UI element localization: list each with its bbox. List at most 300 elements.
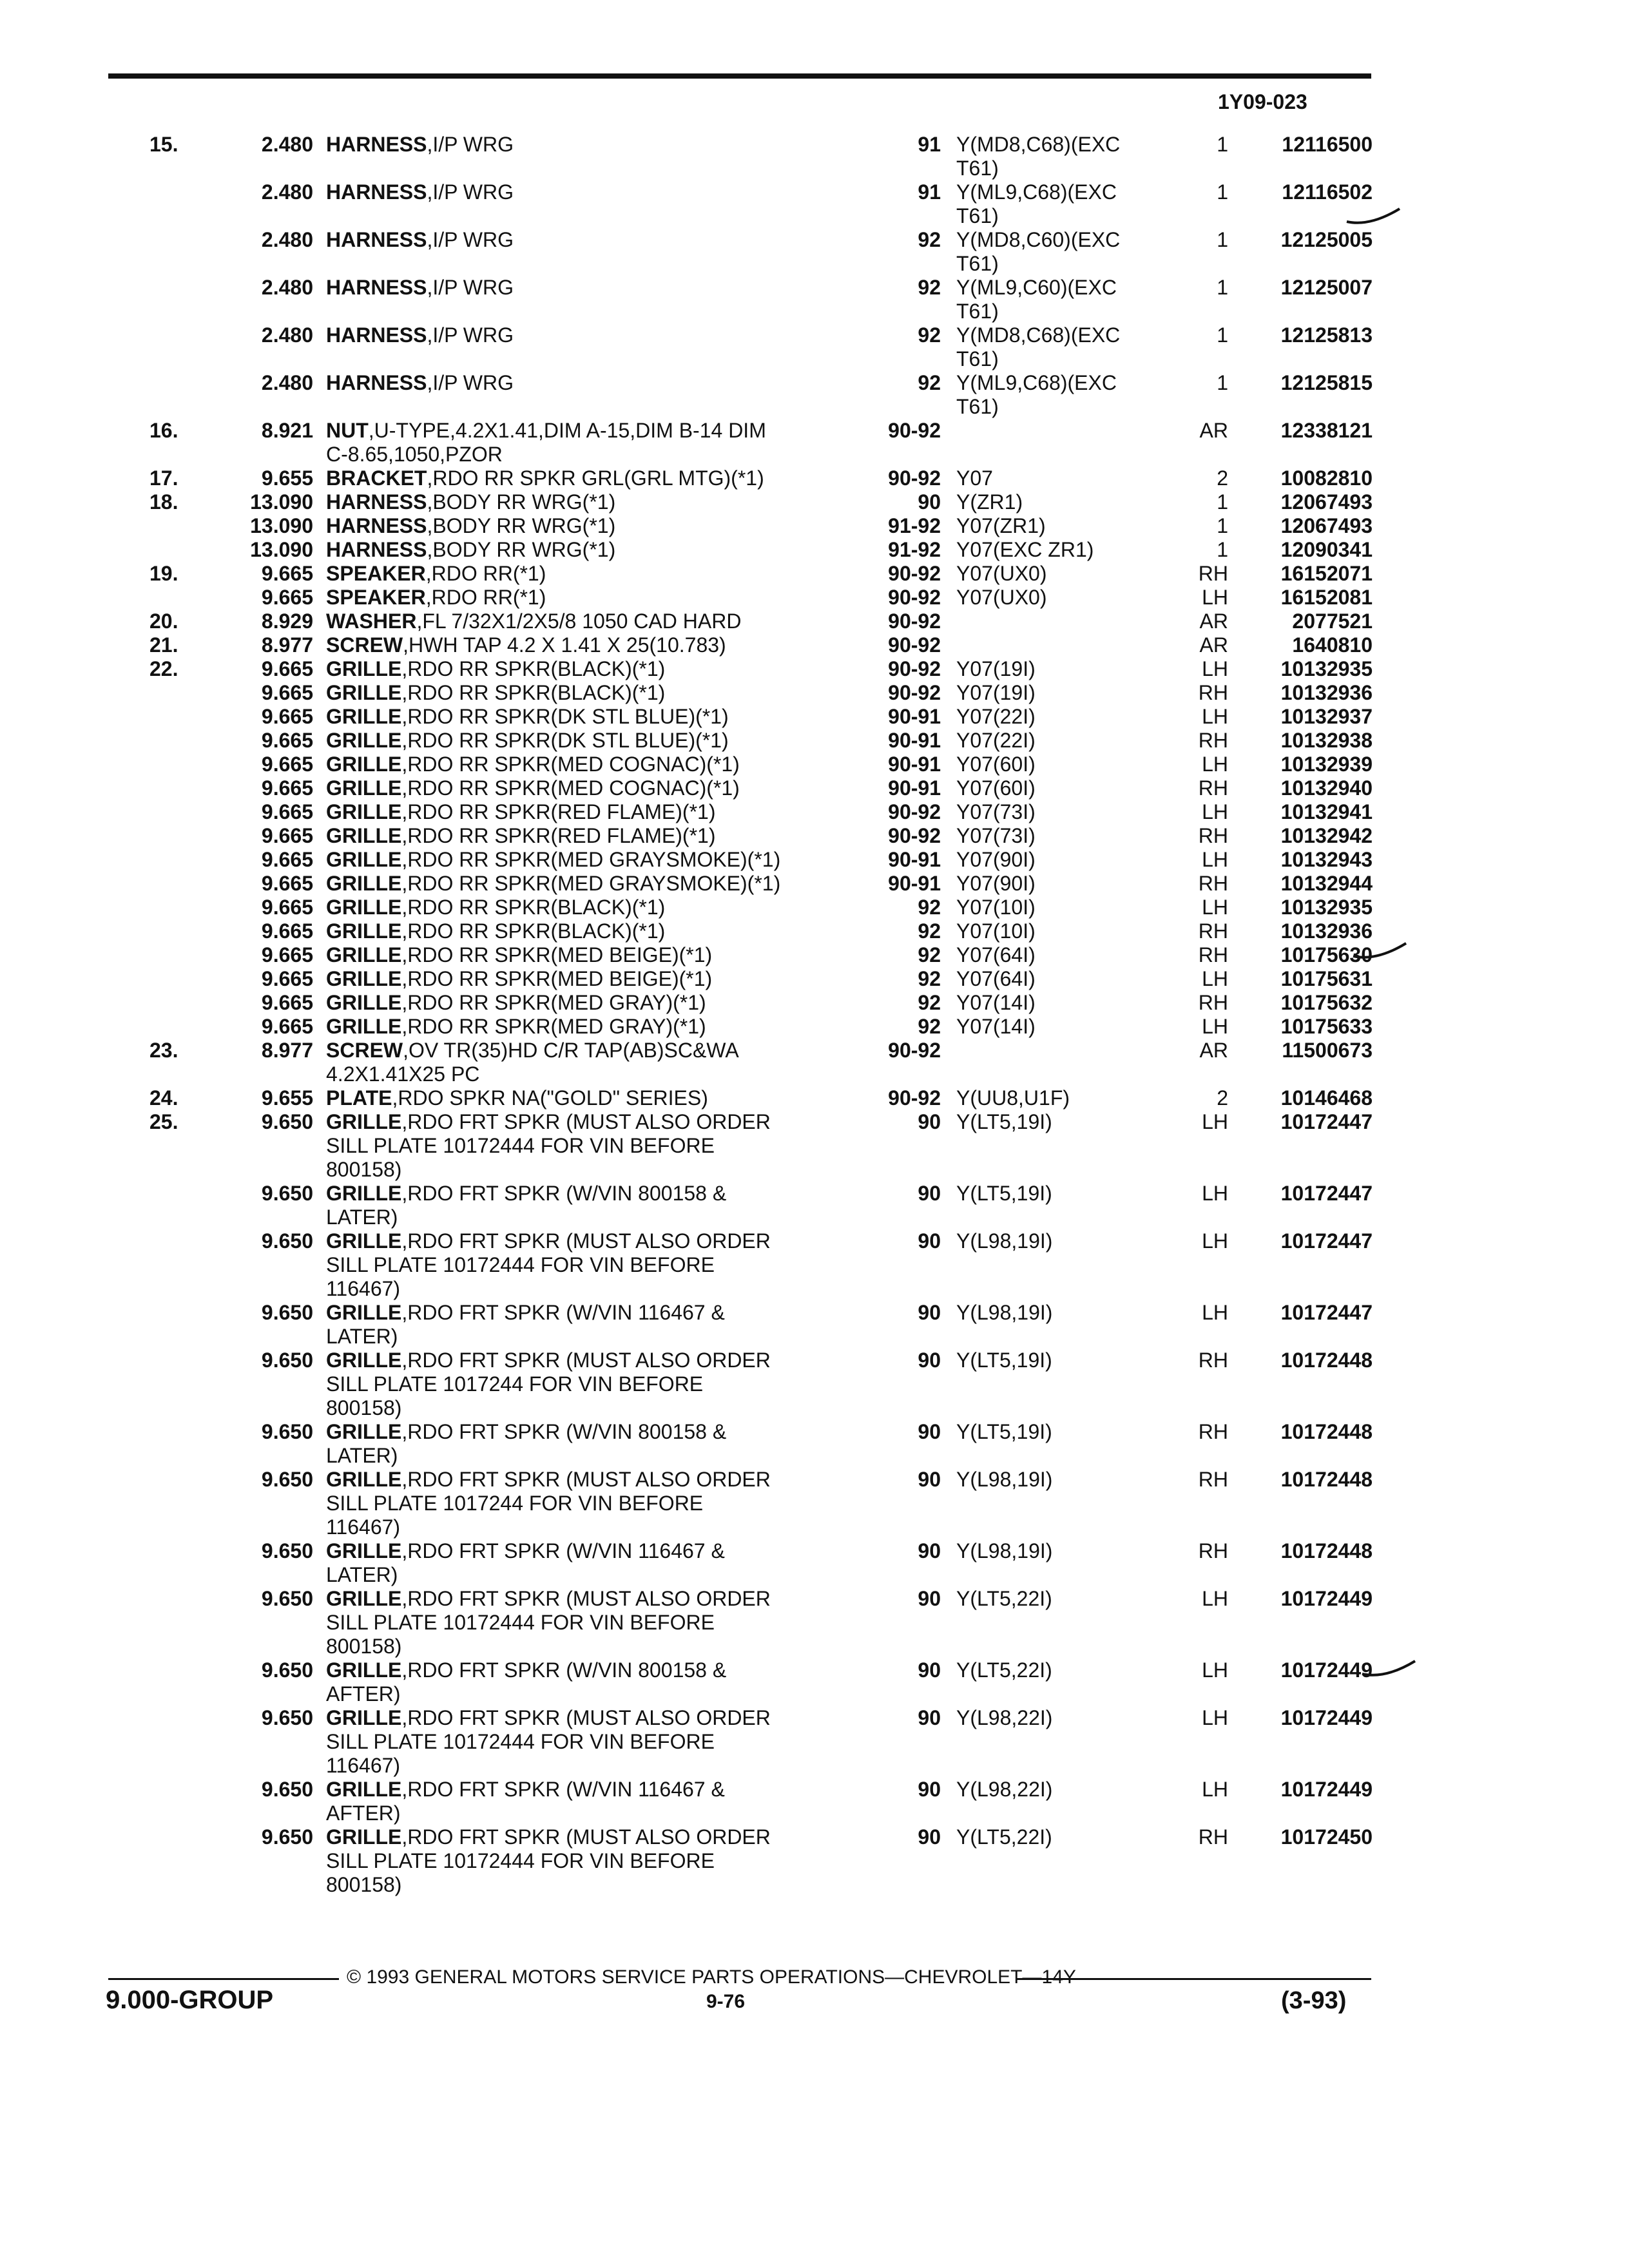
quantity: LH <box>1202 705 1228 728</box>
part-description <box>326 753 865 776</box>
quantity: LH <box>1202 657 1228 680</box>
group-number: 9.665 <box>261 1015 313 1038</box>
group-number: 8.977 <box>261 1039 313 1062</box>
part-detail: ,RDO RR SPKR(MED GRAYSMOKE)(*1) <box>401 872 781 895</box>
quantity: LH <box>1202 1706 1228 1729</box>
table-row <box>0 419 1629 466</box>
quantity: RH <box>1198 776 1228 800</box>
part-description <box>326 657 865 681</box>
part-name: GRILLE <box>326 1778 402 1801</box>
table-row <box>0 872 1629 896</box>
model-years: 90-92 <box>888 633 941 657</box>
usage-code: Y(L98,19I) <box>956 1229 1053 1253</box>
table-row <box>0 1778 1629 1825</box>
part-description <box>326 943 865 967</box>
part-detail: ,RDO RR SPKR(MED COGNAC)(*1) <box>401 776 740 800</box>
usage-code: Y07(ZR1) <box>956 514 1046 537</box>
model-years: 90 <box>918 1420 941 1443</box>
group-number: 9.655 <box>261 1086 313 1110</box>
table-row <box>0 1182 1629 1229</box>
group-number: 2.480 <box>261 276 313 299</box>
table-row <box>0 490 1629 514</box>
model-years: 90 <box>918 1539 941 1562</box>
usage-code: Y07(10I) <box>956 896 1036 919</box>
group-number: 9.665 <box>261 991 313 1014</box>
table-row <box>0 633 1629 657</box>
group-number: 9.650 <box>261 1539 313 1562</box>
usage-code: Y07(14I) <box>956 1015 1036 1038</box>
usage-code: Y07(73I) <box>956 800 1036 823</box>
part-number: 12067493 <box>1280 514 1373 537</box>
quantity: RH <box>1198 1825 1228 1849</box>
part-number: 12125007 <box>1280 276 1373 299</box>
part-name: GRILLE <box>326 1301 402 1324</box>
quantity: 1 <box>1217 133 1228 156</box>
part-description <box>326 276 865 300</box>
part-number: 12125813 <box>1280 323 1373 347</box>
part-detail: ,BODY RR WRG(*1) <box>427 490 616 514</box>
table-row <box>0 514 1629 538</box>
usage-code: Y(MD8,C68)(EXC T61) <box>956 133 1121 180</box>
item-number: 25. <box>149 1110 178 1133</box>
part-detail: ,RDO FRT SPKR (MUST ALSO ORDER SILL PLATE 10172444 FOR VIN BEFORE 116467) <box>326 1229 771 1300</box>
quantity: LH <box>1202 1015 1228 1038</box>
table-row <box>0 729 1629 753</box>
model-years: 90-91 <box>888 705 941 728</box>
quantity: LH <box>1202 1110 1228 1133</box>
model-years: 92 <box>918 276 941 299</box>
part-name: BRACKET <box>326 466 427 490</box>
part-number: 10132941 <box>1280 800 1373 823</box>
footer-date: (3-93) <box>1281 1987 1347 2014</box>
part-number: 11500673 <box>1282 1039 1373 1062</box>
group-number: 8.977 <box>261 633 313 657</box>
part-description <box>326 1086 865 1110</box>
part-detail: ,RDO FRT SPKR (W/VIN 800158 & LATER) <box>326 1420 727 1467</box>
usage-code: Y07(64I) <box>956 967 1036 990</box>
model-years: 90-92 <box>888 681 941 704</box>
table-row <box>0 776 1629 800</box>
model-years: 90-92 <box>888 610 941 633</box>
group-number: 9.650 <box>261 1349 313 1372</box>
part-name: GRILLE <box>326 776 402 800</box>
check-mark-icon <box>1344 207 1402 227</box>
group-number: 9.650 <box>261 1182 313 1205</box>
part-detail: ,RDO RR SPKR(BLACK)(*1) <box>401 896 666 919</box>
part-name: GRILLE <box>326 896 402 919</box>
item-number: 18. <box>149 490 178 514</box>
part-detail: ,RDO RR SPKR(MED GRAYSMOKE)(*1) <box>401 848 781 871</box>
quantity: LH <box>1202 1587 1228 1610</box>
part-name: HARNESS <box>326 276 427 299</box>
usage-code: Y(L98,22I) <box>956 1706 1053 1729</box>
footer-rule-left <box>108 1978 339 1980</box>
part-name: GRILLE <box>326 1349 402 1372</box>
part-description <box>326 323 865 347</box>
table-row <box>0 1420 1629 1468</box>
part-detail: ,RDO SPKR NA("GOLD" SERIES) <box>392 1086 708 1110</box>
part-number: 10146468 <box>1280 1086 1373 1110</box>
part-description <box>326 1182 865 1229</box>
part-number: 10172448 <box>1280 1539 1373 1562</box>
model-years: 92 <box>918 896 941 919</box>
table-row <box>0 800 1629 824</box>
table-row <box>0 657 1629 681</box>
group-number: 9.665 <box>261 705 313 728</box>
quantity: RH <box>1198 681 1228 704</box>
model-years: 90 <box>918 1349 941 1372</box>
part-description <box>326 967 865 991</box>
part-name: GRILLE <box>326 872 402 895</box>
part-number: 10172447 <box>1280 1301 1373 1324</box>
group-number: 2.480 <box>261 371 313 394</box>
part-number: 10172447 <box>1280 1182 1373 1205</box>
model-years: 92 <box>918 919 941 943</box>
part-detail: ,RDO RR SPKR(BLACK)(*1) <box>401 681 666 704</box>
table-row <box>0 753 1629 776</box>
usage-code: Y07(64I) <box>956 943 1036 966</box>
part-name: SPEAKER <box>326 562 426 585</box>
part-detail: ,RDO RR SPKR(BLACK)(*1) <box>401 657 666 680</box>
quantity: LH <box>1202 967 1228 990</box>
table-row <box>0 896 1629 919</box>
part-name: GRILLE <box>326 1706 402 1729</box>
part-number: 10132943 <box>1280 848 1373 871</box>
usage-code: Y(L98,19I) <box>956 1468 1053 1491</box>
part-number: 10175631 <box>1280 967 1373 990</box>
footer-group: 9.000-GROUP <box>106 1986 274 2014</box>
part-detail: ,RDO FRT SPKR (MUST ALSO ORDER SILL PLATE 10172444 FOR VIN BEFORE 800158) <box>326 1587 771 1658</box>
part-number: 12125005 <box>1280 228 1373 251</box>
quantity: RH <box>1198 562 1228 585</box>
table-row <box>0 1015 1629 1039</box>
item-number: 20. <box>149 610 178 633</box>
usage-code: Y(ZR1) <box>956 490 1023 514</box>
model-years: 90 <box>918 1658 941 1682</box>
part-number: 10175632 <box>1280 991 1373 1014</box>
part-detail: ,RDO RR SPKR(RED FLAME)(*1) <box>401 824 716 847</box>
part-number: 10132938 <box>1280 729 1373 752</box>
part-detail: ,RDO FRT SPKR (W/VIN 116467 & LATER) <box>326 1539 725 1586</box>
item-number: 15. <box>149 133 178 156</box>
part-detail: ,RDO RR SPKR(MED BEIGE)(*1) <box>401 943 713 966</box>
usage-code: Y07(19I) <box>956 681 1036 704</box>
part-number: 10132935 <box>1280 657 1373 680</box>
part-detail: ,I/P WRG <box>427 323 514 347</box>
group-number: 9.650 <box>261 1658 313 1682</box>
group-number: 9.655 <box>261 466 313 490</box>
quantity: AR <box>1199 1039 1228 1062</box>
part-description <box>326 1229 865 1301</box>
header-rule <box>108 73 1371 79</box>
usage-code: Y(LT5,22I) <box>956 1825 1052 1849</box>
group-number: 2.480 <box>261 323 313 347</box>
quantity: LH <box>1202 1658 1228 1682</box>
group-number: 9.650 <box>261 1706 313 1729</box>
part-number: 10172449 <box>1280 1587 1373 1610</box>
part-name: HARNESS <box>326 371 427 394</box>
group-number: 9.665 <box>261 776 313 800</box>
model-years: 90 <box>918 1229 941 1253</box>
usage-code: Y(L98,19I) <box>956 1301 1053 1324</box>
table-row <box>0 705 1629 729</box>
model-years: 90 <box>918 1182 941 1205</box>
part-name: HARNESS <box>326 133 427 156</box>
model-years: 90-91 <box>888 872 941 895</box>
quantity: RH <box>1198 919 1228 943</box>
part-name: HARNESS <box>326 180 427 204</box>
part-name: GRILLE <box>326 1110 402 1133</box>
table-row <box>0 991 1629 1015</box>
part-number: 12338121 <box>1280 419 1373 442</box>
table-row <box>0 1229 1629 1301</box>
part-description <box>326 1539 865 1587</box>
part-name: SCREW <box>326 633 403 657</box>
group-number: 13.090 <box>250 538 313 561</box>
model-years: 90 <box>918 1825 941 1849</box>
part-number: 12125815 <box>1280 371 1373 394</box>
usage-code: Y07(90I) <box>956 872 1036 895</box>
table-row <box>0 323 1629 371</box>
quantity: RH <box>1198 729 1228 752</box>
model-years: 92 <box>918 991 941 1014</box>
quantity: LH <box>1202 586 1228 609</box>
part-detail: ,I/P WRG <box>427 228 514 251</box>
quantity: LH <box>1202 1778 1228 1801</box>
part-detail: ,I/P WRG <box>427 180 514 204</box>
part-name: GRILLE <box>326 848 402 871</box>
part-name: GRILLE <box>326 1658 402 1682</box>
quantity: 1 <box>1217 490 1228 514</box>
model-years: 90-92 <box>888 657 941 680</box>
quantity: AR <box>1199 419 1228 442</box>
quantity: 1 <box>1217 538 1228 561</box>
model-years: 90 <box>918 1706 941 1729</box>
part-name: GRILLE <box>326 800 402 823</box>
part-name: GRILLE <box>326 1420 402 1443</box>
part-detail: ,U-TYPE,4.2X1.41,DIM A-15,DIM B-14 DIM C-8.65,1050,PZOR <box>326 419 766 466</box>
table-row <box>0 967 1629 991</box>
part-number: 10172449 <box>1280 1778 1373 1801</box>
usage-code: Y(LT5,19I) <box>956 1110 1052 1133</box>
part-number: 12067493 <box>1280 490 1373 514</box>
footer-page-number: 9-76 <box>706 1991 746 2012</box>
group-number: 9.665 <box>261 753 313 776</box>
part-detail: ,RDO RR SPKR(MED BEIGE)(*1) <box>401 967 713 990</box>
part-name: SPEAKER <box>326 586 426 609</box>
part-description <box>326 1301 865 1349</box>
part-number: 10172448 <box>1280 1420 1373 1443</box>
quantity: RH <box>1198 991 1228 1014</box>
model-years: 92 <box>918 1015 941 1038</box>
usage-code: Y(ML9,C68)(EXC T61) <box>956 180 1117 227</box>
part-name: GRILLE <box>326 943 402 966</box>
group-number: 9.665 <box>261 562 313 585</box>
group-number: 13.090 <box>250 514 313 537</box>
part-name: GRILLE <box>326 1015 402 1038</box>
model-years: 91-92 <box>888 514 941 537</box>
table-row <box>0 1587 1629 1658</box>
part-description <box>326 1039 865 1086</box>
model-years: 90-92 <box>888 466 941 490</box>
part-number: 12116500 <box>1282 133 1373 156</box>
group-number: 9.665 <box>261 919 313 943</box>
part-number: 10172449 <box>1280 1706 1373 1729</box>
group-number: 9.650 <box>261 1587 313 1610</box>
part-name: GRILLE <box>326 1229 402 1253</box>
usage-code: Y(LT5,22I) <box>956 1587 1052 1610</box>
part-name: NUT <box>326 419 369 442</box>
model-years: 90-92 <box>888 419 941 442</box>
part-description <box>326 1110 865 1182</box>
model-years: 90 <box>918 1587 941 1610</box>
item-number: 22. <box>149 657 178 680</box>
quantity: LH <box>1202 753 1228 776</box>
part-description <box>326 133 865 157</box>
quantity: RH <box>1198 824 1228 847</box>
table-row <box>0 1539 1629 1587</box>
group-number: 9.650 <box>261 1229 313 1253</box>
part-number: 10172448 <box>1280 1349 1373 1372</box>
model-years: 90 <box>918 1301 941 1324</box>
part-detail: ,RDO RR SPKR(MED COGNAC)(*1) <box>401 753 740 776</box>
part-name: GRILLE <box>326 1825 402 1849</box>
part-description <box>326 1420 865 1468</box>
table-row <box>0 371 1629 419</box>
part-number: 10132944 <box>1280 872 1373 895</box>
check-mark-icon <box>1351 942 1409 961</box>
part-description <box>326 776 865 800</box>
quantity: RH <box>1198 1539 1228 1562</box>
usage-code: Y07(UX0) <box>956 586 1047 609</box>
table-row <box>0 610 1629 633</box>
usage-code: Y07(14I) <box>956 991 1036 1014</box>
model-years: 92 <box>918 371 941 394</box>
part-description <box>326 466 865 490</box>
part-number: 16152071 <box>1280 562 1373 585</box>
part-detail: ,RDO FRT SPKR (MUST ALSO ORDER SILL PLATE 1017244 FOR VIN BEFORE 800158) <box>326 1349 771 1419</box>
table-row <box>0 1086 1629 1110</box>
group-number: 9.665 <box>261 824 313 847</box>
quantity: RH <box>1198 943 1228 966</box>
part-name: GRILLE <box>326 967 402 990</box>
group-number: 9.650 <box>261 1110 313 1133</box>
usage-code: Y07(EXC ZR1) <box>956 538 1094 561</box>
part-number: 10132939 <box>1280 753 1373 776</box>
part-description <box>326 800 865 824</box>
model-years: 90-91 <box>888 753 941 776</box>
part-description <box>326 1778 865 1825</box>
group-number: 8.929 <box>261 610 313 633</box>
usage-code: Y07 <box>956 466 993 490</box>
model-years: 90 <box>918 490 941 514</box>
quantity: LH <box>1202 1229 1228 1253</box>
table-row <box>0 562 1629 586</box>
part-number: 10172448 <box>1280 1468 1373 1491</box>
quantity: AR <box>1199 633 1228 657</box>
model-years: 90-92 <box>888 800 941 823</box>
quantity: 1 <box>1217 276 1228 299</box>
table-row <box>0 228 1629 276</box>
usage-code: Y(ML9,C68)(EXC T61) <box>956 371 1117 418</box>
part-detail: ,RDO RR SPKR(BLACK)(*1) <box>401 919 666 943</box>
part-detail: ,BODY RR WRG(*1) <box>427 514 616 537</box>
usage-code: Y(LT5,19I) <box>956 1349 1052 1372</box>
quantity: RH <box>1198 1420 1228 1443</box>
usage-code: Y07(10I) <box>956 919 1036 943</box>
model-years: 92 <box>918 943 941 966</box>
group-number: 9.650 <box>261 1301 313 1324</box>
quantity: AR <box>1199 610 1228 633</box>
model-years: 91-92 <box>888 538 941 561</box>
group-number: 9.665 <box>261 586 313 609</box>
group-number: 2.480 <box>261 180 313 204</box>
quantity: 1 <box>1217 228 1228 251</box>
part-name: GRILLE <box>326 1587 402 1610</box>
table-row <box>0 1301 1629 1349</box>
quantity: 2 <box>1217 466 1228 490</box>
item-number: 23. <box>149 1039 178 1062</box>
table-row <box>0 466 1629 490</box>
usage-code: Y07(22I) <box>956 705 1036 728</box>
table-row <box>0 1468 1629 1539</box>
usage-code: Y(LT5,19I) <box>956 1182 1052 1205</box>
quantity: 1 <box>1217 180 1228 204</box>
model-years: 92 <box>918 323 941 347</box>
part-detail: ,RDO FRT SPKR (MUST ALSO ORDER SILL PLATE 10172444 FOR VIN BEFORE 116467) <box>326 1706 771 1777</box>
part-name: GRILLE <box>326 919 402 943</box>
usage-code: Y07(22I) <box>956 729 1036 752</box>
part-name: HARNESS <box>326 323 427 347</box>
part-description <box>326 371 865 395</box>
table-row <box>0 1039 1629 1086</box>
part-description <box>326 848 865 872</box>
model-years: 90-91 <box>888 848 941 871</box>
model-years: 90-91 <box>888 729 941 752</box>
part-description <box>326 610 865 633</box>
part-name: PLATE <box>326 1086 392 1110</box>
part-detail: ,RDO FRT SPKR (W/VIN 116467 & AFTER) <box>326 1778 725 1825</box>
part-name: HARNESS <box>326 538 427 561</box>
item-number: 21. <box>149 633 178 657</box>
quantity: 1 <box>1217 371 1228 394</box>
model-years: 91 <box>918 133 941 156</box>
part-detail: ,I/P WRG <box>427 133 514 156</box>
part-description <box>326 991 865 1015</box>
model-years: 90-92 <box>888 1039 941 1062</box>
model-years: 90-92 <box>888 1086 941 1110</box>
part-number: 1640810 <box>1292 633 1373 657</box>
part-name: HARNESS <box>326 228 427 251</box>
table-row <box>0 276 1629 323</box>
group-number: 13.090 <box>250 490 313 514</box>
group-number: 9.650 <box>261 1778 313 1801</box>
part-name: GRILLE <box>326 729 402 752</box>
model-years: 90-92 <box>888 586 941 609</box>
part-name: GRILLE <box>326 1539 402 1562</box>
part-number: 10172447 <box>1280 1229 1373 1253</box>
quantity: 1 <box>1217 323 1228 347</box>
part-description <box>326 1587 865 1658</box>
usage-code: Y07(60I) <box>956 776 1036 800</box>
part-number: 10172449 <box>1280 1658 1373 1682</box>
part-description <box>326 872 865 896</box>
part-name: GRILLE <box>326 1182 402 1205</box>
part-description <box>326 1658 865 1706</box>
part-number: 10132937 <box>1280 705 1373 728</box>
item-number: 17. <box>149 466 178 490</box>
part-detail: ,RDO FRT SPKR (W/VIN 800158 & AFTER) <box>326 1658 727 1706</box>
